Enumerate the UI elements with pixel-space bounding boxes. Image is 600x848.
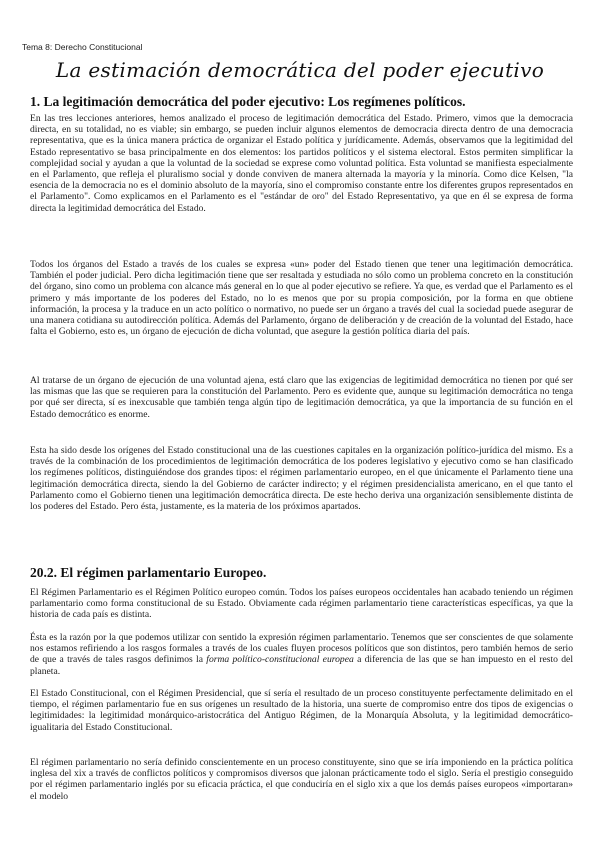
paragraph-2-2-text: Ésta es la razón por la que podemos utilizar con sentido la expresión régimen parlamentario. Tenemos que ser conscientes de que solamente nos estamos refiriendo a los rasgos formales a través de los cuales fluyen procesos políticos que son distintos, pero también hemos de serio de que a través de tales rasgos definimos la	[30, 632, 573, 666]
page-title: La estimación democrática del poder ejecutivo	[55, 58, 545, 82]
subject-header: Tema 8: Derecho Constitucional	[22, 42, 143, 52]
paragraph-2-2-tail: a diferencia de las que se han impuesto en el resto del planeta.	[30, 654, 573, 677]
paragraph-1-2: Todos los órganos del Estado a través de los cuales se expresa «un» poder del Estado tienen que tener una legitimación democrática. También el poder judicial. Pero dicha legitimación tiene que ser resaltada y estudiada no sólo como un problema concreto en la constitución del órgano, sino como un problema con alcance más general en lo que al poder ejecutivo se refiere. Ya que, es verdad que el Parlamento es el primero y más importante de los poderes del Estado, no lo es menos que por su propia composición, por la forma en que obtiene información, la procesa y la traduce en un acto político o normativo, no puede ser un órgano a través del cual la sociedad puede asegurar de una manera cotidiana su autodirección política. Además del Parlamento, órgano de deliberación y de creación de la voluntad del Estado, hace falta el Gobierno, esto es, un órgano de ejecución de dicha voluntad, que asegure la gestión política diaria del país.	[30, 259, 573, 338]
paragraph-1-3: Al tratarse de un órgano de ejecución de una voluntad ajena, está claro que las exigencias de legitimidad democrática no tienen por qué ser las mismas que las que se requieren para la constitución del Parlamento. Pero es evidente que, aunque su legitimación democrática no tenga por qué ser directa, sí es inexcusable que también tenga algún tipo de legitimación democrática, ya que la importancia de su función en el Estado democrático es enorme.	[30, 375, 573, 420]
paragraph-1-1: En las tres lecciones anteriores, hemos analizado el proceso de legitimación democrática del Estado. Primero, vimos que la democracia directa, en su totalidad, no es viable; sin embargo, se pueden incluir algunos elementos de democracia directa dentro de una democracia representativa, que es la única manera práctica de organizar el Estado política y jurídicamente. Además, observamos que la legitimidad del Estado representativo se basa principalmente en dos elementos: los partidos políticos y el sistema electoral. Estos permiten simplificar la complejidad social y ayudan a que la voluntad de la sociedad se exprese como voluntad política. Esta voluntad se manifiesta especialmente en el Parlamento, que refleja el pluralismo social y donde conviven de manera alternada la mayoría y la minoría. Como dice Kelsen, "la esencia de la democracia no es el dominio absoluto de la mayoría, sino el compromiso constante entre los diferentes grupos representados en el Parlamento". Como explicamos en el Parlamento es el "estándar de oro" del Estado Representativo, ya que en él se expresa de forma directa la legitimidad democrática del Estado.	[30, 113, 573, 214]
section-heading-2: 20.2. El régimen parlamentario Europeo.	[30, 565, 267, 580]
paragraph-1-4: Esta ha sido desde los orígenes del Estado constitucional una de las cuestiones capitales en la organización político-jurídica del mismo. Es a través de la combinación de los procedimientos de legitimación democrática de los poderes legislativo y ejecutivo como se han clasificado los regímenes políticos, distinguiéndose dos grandes tipos: el régimen parlamentario europeo, en el que únicamente el Parlamento tiene una legitimación democrática directa, siendo la del Gobierno de carácter indirecto; y el régimen presidencialista americano, en el que tanto el Parlamento como el Gobierno tienen una legitimación democrática directa. De este hecho deriva una organización sensiblemente distinta de los poderes del Estado. Pero ésta, justamente, es la materia de los próximos apartados.	[30, 445, 573, 513]
emphasis-term: forma político-constitucional europea	[206, 654, 354, 666]
paragraph-2-3: El Estado Constitucional, con el Régimen Presidencial, que sí sería el resultado de un proceso constituyente perfectamente delimitado en el tiempo, el régimen parlamentario fue en sus orígenes un resultado de la historia, una suerte de compromiso entre dos tipos de exigencias o legitimidades: la legitimidad monárquico-aristocrática del Antiguo Régimen, de la Monarquía Absoluta, y la legitimidad democrático-igualitaria del Estado Constitucional.	[30, 688, 573, 733]
section-heading-1: 1. La legitimación democrática del poder ejecutivo: Los regímenes políticos.	[30, 94, 466, 109]
paragraph-2-2	[30, 632, 573, 677]
paragraph-2-4: El régimen parlamentario no sería definido conscientemente en un proceso constituyente, sino que se iría imponiendo en la práctica política inglesa del xix a través de conflictos políticos y compromisos diversos que jalonan prácticamente todo el siglo. Sería el prestigio conseguido por el régimen parlamentario inglés por su eficacia práctica, el que conduciría en el siglo xix a que los demás países europeos «importaran» el modelo	[30, 757, 573, 802]
paragraph-2-1: El Régimen Parlamentario es el Régimen Político europeo común. Todos los países europeos occidentales han acabado teniendo un régimen parlamentario como forma constitucional de su Estado. Obviamente cada régimen parlamentario tiene características específicas, ya que la historia de cada país es distinta.	[30, 587, 573, 621]
